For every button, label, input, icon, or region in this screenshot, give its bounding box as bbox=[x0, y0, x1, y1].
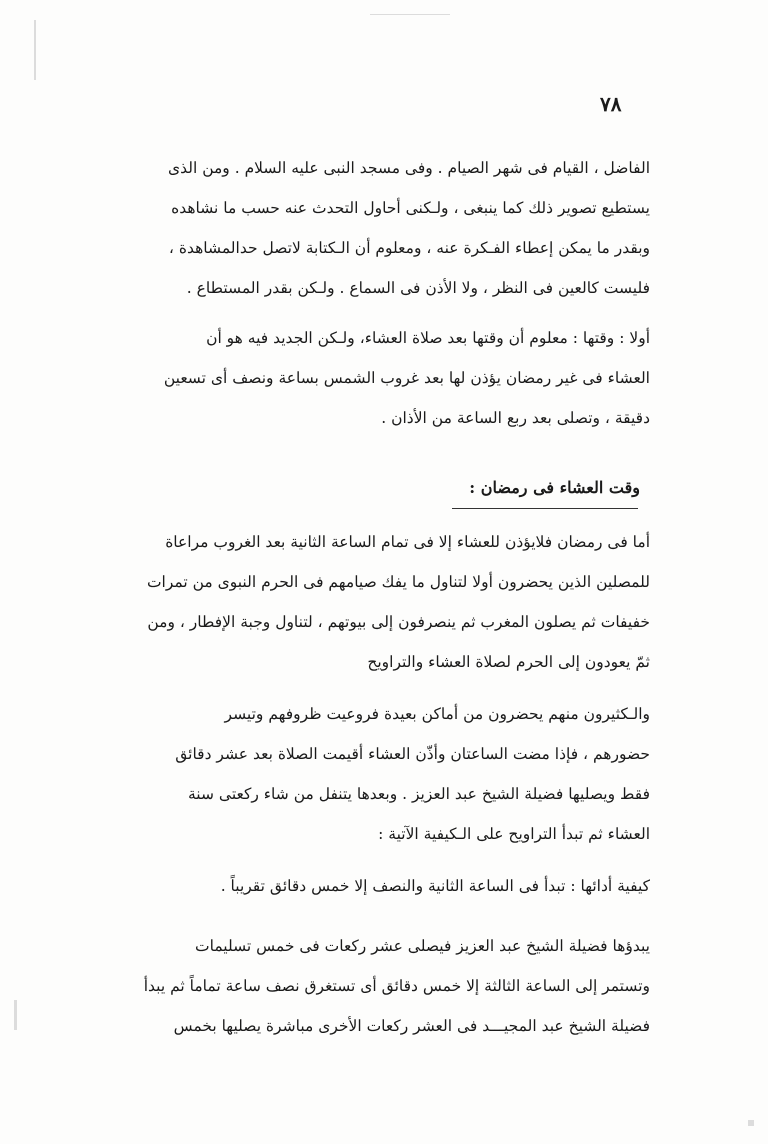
paragraph-start bbox=[126, 926, 650, 1046]
scan-speck bbox=[748, 1120, 754, 1126]
text-line: أولا : وقتها : معلوم أن وقتها بعد صلاة العشاء، ولـكن الجديد فيه هو أن bbox=[206, 329, 650, 347]
text-line: العشاء فى غير رمضان يؤذن لها بعد غروب الشمس بساعة ونصف أى تسعين bbox=[163, 369, 650, 387]
scan-speck bbox=[14, 1000, 17, 1030]
text-line: حضورهم ، فإذا مضت الساعتان وأذّن العشاء أقيمت الصلاة بعد عشر دقائق bbox=[175, 745, 650, 763]
text-line: والـكثيرون منهم يحضرون من أماكن بعيدة فروعيت ظروفهم وتيسر bbox=[224, 705, 650, 723]
text-line: وتستمر إلى الساعة الثالثة إلا خمس دقائق أى تستغرق نصف ساعة تماماً ثم يبدأ bbox=[143, 977, 650, 995]
paragraph-ramadan-time bbox=[126, 522, 650, 682]
text-line: أما فى رمضان فلايؤذن للعشاء إلا فى تمام الساعة الثانية بعد الغروب مراعاة bbox=[165, 533, 650, 551]
text-line: يبدؤها فضيلة الشيخ عبد العزيز فيصلى عشر ركعات فى خمس تسليمات bbox=[195, 937, 650, 955]
paragraph-first-point bbox=[126, 318, 650, 438]
text-line: ثمّ يعودون إلى الحرم لصلاة العشاء والتراويح bbox=[367, 653, 650, 671]
text-line: خفيفات ثم يصلون المغرب ثم ينصرفون إلى بيوتهم ، لتناول وجبة الإفطار ، ومن bbox=[147, 613, 650, 631]
text-line: كيفية أدائها : تبدأ فى الساعة الثانية والنصف إلا خمس دقائق تقريباً . bbox=[220, 877, 650, 895]
text-line: الفاضل ، القيام فى شهر الصيام . وفى مسجد النبى عليه السلام . ومن الذى bbox=[167, 159, 650, 177]
text-line: وبقدر ما يمكن إعطاء الفـكرة عنه ، ومعلوم أن الـكتابة لاتصل حدالمشاهدة ، bbox=[168, 239, 650, 257]
heading-underline bbox=[452, 508, 638, 509]
scan-speck bbox=[34, 20, 36, 80]
text-line: دقيقة ، وتصلى بعد ربع الساعة من الأذان . bbox=[381, 409, 650, 427]
paragraph-intro bbox=[126, 148, 650, 308]
text-line: يستطيع تصوير ذلك كما ينبغى ، ولـكنى أحاول التحدث عنه حسب ما نشاهده bbox=[171, 199, 650, 217]
paragraph-manner bbox=[126, 866, 650, 906]
text-line: فقط ويصليها فضيلة الشيخ عبد العزيز . وبعدها يتنفل من شاء ركعتى سنة bbox=[188, 785, 650, 803]
page-number: ٧٨ bbox=[600, 92, 622, 116]
scan-speck bbox=[370, 14, 450, 15]
text-line: فليست كالعين فى النظر ، ولا الأذن فى السماع . ولـكن بقدر المستطاع . bbox=[186, 279, 650, 297]
text-line: فضيلة الشيخ عبد المجيـــد فى العشر ركعات الأخرى مباشرة يصليها بخمس bbox=[173, 1017, 650, 1035]
text-line: للمصلين الذين يحضرون أولا لتناول ما يفك صيامهم فى الحرم النبوى من تمرات bbox=[146, 573, 650, 591]
text-line: العشاء ثم تبدأ التراويح على الـكيفية الآتية : bbox=[378, 825, 650, 843]
paragraph-many-people bbox=[126, 694, 650, 854]
section-heading: وقت العشاء فى رمضان : bbox=[469, 478, 640, 497]
